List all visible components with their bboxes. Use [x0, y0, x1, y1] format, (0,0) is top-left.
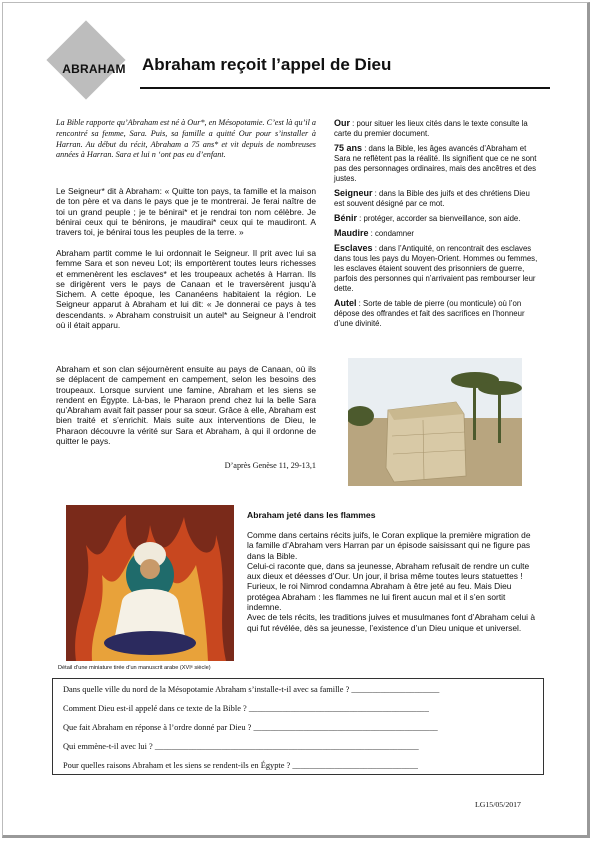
question-4[interactable]: Qui emmène-t-il avec lui ? _______________________________________________________________	[63, 742, 419, 751]
question-2[interactable]: Comment Dieu est-il appelé dans ce texte de la Bible ? ___________________________________________	[63, 704, 429, 713]
glossary-def: : Sorte de table de pierre (ou monticule) où l’on dépose des offrandes et fait des sacrifices en l’honneur d’une divinité.	[334, 299, 525, 328]
glossary-item	[334, 228, 538, 239]
glossary-term: Bénir	[334, 213, 358, 223]
glossary-term: Esclaves	[334, 243, 373, 253]
glossary-term: Autel	[334, 298, 357, 308]
glossary-def: : dans la Bible des juifs et des chrétiens Dieu est souvent désigné par ce mot.	[334, 189, 530, 208]
flames-text	[247, 530, 539, 633]
question-1[interactable]: Dans quelle ville du nord de la Mésopotamie Abraham s’installe-t-il avec sa famille ? _____________________	[63, 685, 440, 694]
glossary	[334, 118, 538, 333]
page-title: Abraham reçoit l’appel de Dieu	[142, 55, 392, 74]
glossary-item	[334, 298, 538, 329]
glossary-item	[334, 213, 538, 224]
question-5[interactable]: Pour quelles raisons Abraham et les siens se rendent-ils en Égypte ? ______________________________	[63, 761, 418, 770]
glossary-term: Seigneur	[334, 188, 373, 198]
glossary-item	[334, 243, 538, 294]
glossary-def: : condamner	[368, 229, 415, 238]
section-tag: ABRAHAM	[62, 62, 126, 76]
title-rule	[140, 87, 550, 89]
altar-photo	[348, 358, 522, 486]
glossary-term: Our	[334, 118, 351, 128]
glossary-def: : dans l’Antiquité, on rencontrait des esclaves dans tous les pays du Moyen-Orient. Hommes ou femmes, les esclaves étaient souvent des prisonniers de guerre, parfois des personnes qui n’arrivaient pas rembourser leur dette.	[334, 244, 538, 293]
paragraph-1: Le Seigneur* dit à Abraham: « Quitte ton pays, ta famille et la maison de ton père et va dans le pays que je te montrerai. Je ferai naître de toi un grand peuple ; je te bénirai* et je rendrai ton nom célèbre. Je bénirai ceux qui te bénirons, je maudirai* ceux qui te maudiront. A travers toi, je bénirai tous les peuples de la terre. »	[56, 186, 316, 238]
glossary-def: : pour situer les lieux cités dans le texte consulte la carte du premier document.	[334, 119, 528, 138]
glossary-term: Maudire	[334, 228, 369, 238]
flames-heading: Abraham jeté dans les flammes	[247, 510, 376, 520]
paragraph-2: Abraham partit comme le lui ordonnait le Seigneur. Il prit avec lui sa femme Sara et son neveu Lot; ils emportèrent toutes leurs richesses et emmenèrent les esclaves* et les troupeaux achetés à Harran. Ils se dirigèrent vers le pays de Canaan et le traversèrent jusqu’à Sichem. A cette époque, les Cananéens habitaient la région. Le Seigneur apparut à Abraham et lui dit: « Je donnerai ce pays à tes descendants. » Abraham construisit un autel* au Seigneur à l’endroit où il était apparu.	[56, 248, 316, 331]
glossary-def: : protéger, accorder sa bienveillance, son aide.	[357, 214, 521, 223]
glossary-item	[334, 143, 538, 184]
source-reference: D’après Genèse 11, 29-13,1	[224, 461, 316, 470]
glossary-item	[334, 118, 538, 139]
glossary-def: : dans la Bible, les âges avancés d’Abraham et Sara ne reflètent pas la réalité. Ils signifient que ce ne sont pas des personnages ordinaires, mais des ancêtres et des justes.	[334, 144, 537, 183]
flames-line: Avec de tels récits, les traditions juives et musulmanes font d’Abraham celui à qui fut révélée, dès sa jeunesse, l’existence d’un Dieu unique et universel.	[247, 612, 535, 633]
paragraph-3: Abraham et son clan séjournèrent ensuite au pays de Canaan, où ils se déplacent de campement en campement, selon les besoins des troupeaux. Lorsque survient une famine, Abraham et les siens se rendent en Égypte. Là-bas, le Pharaon prend chez lui la belle Sara qu’Abraham avait fait passer pour sa sœur. Grâce à elle, Abraham est bien traité et s’enrichit. Mais suite aux interventions de Dieu, le Pharaon découvre la vérité sur Sara et Abraham, à qui il ordonne de quitter le pays.	[56, 364, 316, 447]
question-3[interactable]: Que fait Abraham en réponse à l’ordre donné par Dieu ? ____________________________________________	[63, 723, 438, 732]
glossary-term: 75 ans	[334, 143, 363, 153]
footer-date: LG15/05/2017	[475, 800, 521, 809]
flames-line: Comme dans certains récits juifs, le Coran explique la première migration de la famille d’Abraham vers Harran par un épisode saisissant qui ne figure pas dans la Bible.	[247, 530, 531, 561]
miniature-abraham-flames	[66, 505, 234, 661]
question-box	[52, 678, 544, 775]
image-caption: Détail d’une miniature tirée d’un manuscrit arabe (XVIᵉ siècle)	[58, 665, 211, 671]
flames-line: Celui-ci raconte que, dans sa jeunesse, Abraham refusait de rendre un culte aux dieux et déesses d’Our. Un jour, il brisa même toutes leurs statuettes ! Furieux, le roi Nimrod condamna Abraham à être jeté au feu. Mais Dieu protégea Abraham : les flammes ne lui firent aucun mal et il s’en sortit indemne.	[247, 560, 530, 613]
intro-text: La Bible rapporte qu’Abraham est né à Our*, en Mésopotamie. C’est là qu’il a rencontré sa femme, Sara. Puis, sa famille a quitté Our pour s’installer à Harran. Au début du récit, Abraham a 75 ans* et vit depuis de nombreuses années à Harran. Sara et lui n ‘ont pas eu d’enfant.	[56, 118, 316, 160]
glossary-item	[334, 188, 538, 209]
